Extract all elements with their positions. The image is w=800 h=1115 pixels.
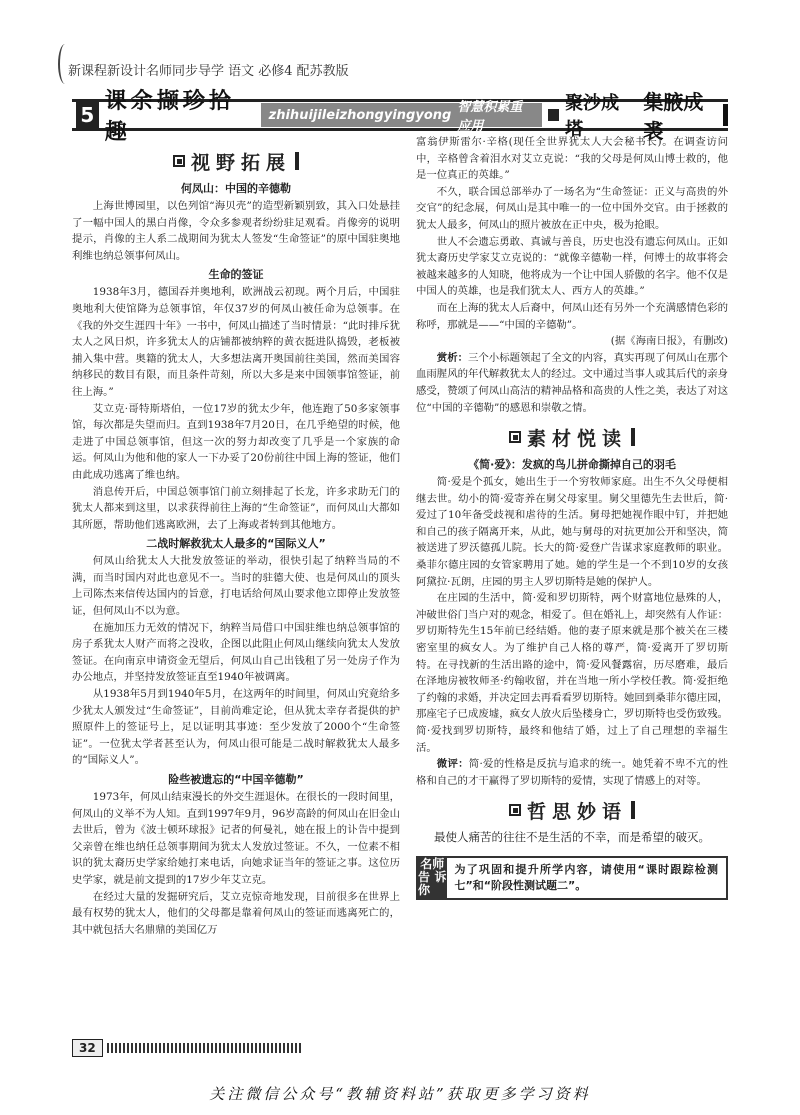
running-header: 新课程新设计名师同步导学 语文 必修4 配苏教版 — [68, 64, 349, 79]
appreciation-text: 三个小标题领起了全文的内容，真实再现了何凤山在那个血雨腥风的年代解救犹太人的经过。文中通过当事人或其后代的亲身感受，赞颂了何凤山高洁的精神品格和高贵的人性之美，表达了对这位“中国的辛德勒”的感恩和崇敬之情。 — [416, 351, 728, 414]
section-title: 哲思妙语 — [526, 800, 627, 823]
banner-end-bar — [723, 104, 728, 126]
appreciation — [416, 350, 728, 416]
banner-square-icon — [548, 109, 559, 121]
paragraph: 1938年3月，德国吞并奥地利，欧洲战云初现。两个月后，中国驻奥地利大使馆降为总领事馆，年仅37岁的何凤山被任命为总领事。在《我的外交生涯四十年》一书中，何凤山描述了当时情景：“此时排斥犹太人之风日炽，许多犹太人的店铺都被纳粹的黄衣挺进队捣毁，老板被捕入集中营。奥籍的犹太人，大多想法离开奥国前往美国，然而美国容纳移民的数目有限，而且条件苛刻，所以大多是来中国领事馆签证，前往上海。” — [72, 286, 400, 398]
banner-title: 课余撷珍拾趣 — [104, 89, 235, 145]
paragraph: 简·爱是个孤女，她出生于一个穷牧师家庭。出生不久父母便相继去世。幼小的简·爱寄养在舅父母家里。舅父里德先生去世后，简·爱过了10年备受歧视和虐待的生活。舅母把她视作眼中钉，并把她和自己的孩子隔离开来，从此，她与舅母的对抗更加公开和坚决，简被送进了罗沃德孤儿院。长大的简·爱登广告谋求家庭教师的职业。桑菲尔德庄园的女管家聘用了她。她的学生是一个不到10岁的女孩阿黛拉·瓦朗，庄园的男主人罗切斯特是她的保护人。 — [416, 476, 728, 588]
teacher-tip-box — [416, 856, 728, 900]
teacher-tip-badge — [418, 858, 447, 898]
page-dots — [107, 1043, 302, 1053]
banner-pinyin — [261, 100, 542, 134]
section-square-icon — [509, 431, 521, 443]
paragraph: 不久，联合国总部举办了一场名为“生命签证：正义与高贵的外交官”的纪念展，何凤山是其中唯一的一位中国外交官。由于拯救的犹太人最多，何凤山的照片被放在正中央，极为抢眼。 — [416, 185, 728, 231]
right-column — [416, 134, 728, 900]
paragraph: 1973年，何凤山结束漫长的外交生涯退休。在很长的一段时间里，何凤山的义举不为人知。直到1997年9月，96岁高龄的何凤山在旧金山去世后，曾为《波士顿环球报》记者的何曼礼，她在报上的讣告中提到父亲曾在维也纳任总领事期间为犹太人发放过签证。不久，一位素不相识的犹太裔历史学家给她打来电话，向她求证当年的签证之事。这位历史学家，就是前文提到的17岁少年艾立克。 — [72, 791, 400, 886]
paragraph: 艾立克·哥特斯塔伯，一位17岁的犹太少年，他连跑了50多家领事馆，每次都是失望而归。直到1938年7月20日，在几乎绝望的时候，他走进了中国总领事馆，但这一次的努力却改变了几乎是一个家族的命运。何凤山为他和他的家人一下办妥了20份前往中国上海的签证，他们由此成功逃离了维也纳。 — [72, 402, 400, 481]
paragraph: 何凤山给犹太人大批发放签证的举动，很快引起了纳粹当局的不满，而当时国内对此也意见不一。当时的驻德大使、也是何凤山的顶头上司陈杰来信传达国内的旨意，打电话给何凤山要求他立即停止发放签证，但何凤山不以为意。 — [72, 555, 400, 618]
section-square-icon — [173, 155, 185, 167]
comment-label: 微评： — [436, 758, 469, 771]
paragraph: 上海世博园里，以色列馆“海贝壳”的造型新颖别致，其入口处悬挂了一幅中国人的黑白肖像，令众多参观者纷纷驻足观看。肖像旁的说明提示，肖像的主人系二战期间为犹太人签发“生命签证”的原中国驻奥地利维也纳总领事何凤山。 — [72, 200, 400, 262]
section-banner — [72, 89, 728, 145]
paragraph: 富翁伊斯雷尔·辛格(现任全世界犹太人大会秘书长)。在调查访问中，辛格曾含着泪水对艾立克说：“我的父母是何凤山博士救的，他是一位真正的英雄。” — [416, 136, 728, 182]
tip-badge-line-2: 告诉你 — [418, 870, 447, 898]
subheading: 险些被遗忘的“中国辛德勒” — [168, 773, 304, 786]
comment — [416, 756, 728, 789]
tip-badge-line-1: 名师 — [420, 857, 445, 872]
section-square-icon — [509, 804, 521, 816]
banner-slogan-2: 集腋成裘 — [643, 90, 704, 143]
paragraph: 世人不会遗忘勇敢、真诚与善良，历史也没有遗忘何凤山。正如犹太裔历史学家艾立克说的：“就像辛德勒一样，何博士的故事将会被越来越多的人知晓，他将成为一个让中国人骄傲的名字。他不仅是中国人的英雄，也是我们犹太人、西方人的英雄。” — [416, 235, 728, 298]
banner-slogan-1: 聚沙成塔 — [565, 93, 620, 140]
paragraph: 从1938年5月到1940年5月，在这两年的时间里，何凤山究竟给多少犹太人颁发过“生命签证”，目前尚难定论，但从犹太幸存者提供的护照原件上的签证号上，足以证明其事迹：至少发放了2000个“生命签证”。一位犹太学者甚至认为，何凤山很可能是二战时解救犹太人最多的“国际义人”。 — [72, 688, 400, 767]
footer-note: 关注微信公众号“教辅资料站”获取更多学习资料 — [209, 1085, 591, 1103]
section-bar-icon — [295, 152, 299, 170]
page-number: 32 — [72, 1039, 103, 1057]
section-bar-icon — [631, 428, 635, 446]
section-title: 素材悦读 — [526, 427, 627, 450]
comment-text: 简·爱的性格是反抗与追求的统一。她凭着不卑不亢的性格和自己的才干赢得了罗切斯特的爱情，实现了情感上的对等。 — [416, 758, 728, 787]
left-column — [72, 140, 400, 938]
paragraph: 在施加压力无效的情况下，纳粹当局借口中国驻维也纳总领事馆的房子系犹太人财产而将之没收，企图以此阻止何凤山继续向犹太人发放签证。在向南京申请资金无望后，何凤山自己出钱租了另一处房子作为办公地点，并坚持发放签证直至1940年被调离。 — [72, 621, 400, 684]
section-bar-icon — [631, 801, 635, 819]
paragraph: 消息传开后，中国总领事馆门前立刻排起了长龙，许多求助无门的犹太人都来到这里，以求获得前往上海的“生命签证”，而何凤山大都如其所愿，帮助他们逃离欧洲，去了上海或者转到其他地方。 — [72, 485, 400, 531]
section-heading-reading — [416, 422, 728, 452]
appreciation-label: 赏析： — [436, 351, 468, 364]
article-title: 何凤山：中国的辛德勒 — [181, 182, 291, 195]
banner-number: 5 — [76, 102, 99, 128]
page-number-bar — [72, 1038, 302, 1058]
subheading: 生命的签证 — [208, 268, 264, 282]
article-title: 《简·爱》：发疯的鸟儿拼命撕掉自己的羽毛 — [468, 458, 676, 472]
paragraph: 在经过大量的发掘研究后，艾立克惊奇地发现，目前很多在世界上最有权势的犹太人，他们的父母都是靠着何凤山的签证而逃离死亡的，其中就包括大名鼎鼎的美国亿万 — [72, 890, 400, 936]
paragraph: 而在上海的犹太人后裔中，何凤山还有另外一个充满感情色彩的称呼，那就是——“中国的辛德勒”。 — [416, 301, 728, 331]
banner-pinyin-text: zhihuijileizhongyingyong — [268, 107, 452, 123]
section-heading-philosophy — [416, 795, 728, 825]
section-heading-horizon — [72, 146, 400, 176]
quote: 最使人痛苦的往往不是生活的不幸，而是希望的破灭。 — [434, 830, 710, 845]
source-note: (据《海南日报》，有删改) — [610, 335, 728, 348]
paragraph: 在庄园的生活中，简·爱和罗切斯特，两个财富地位悬殊的人，冲破世俗门当户对的观念，相爱了。但在婚礼上，却突然有人作证：罗切斯特先生15年前已经结婚。他的妻子原来就是那个被关在三楼密室里的疯女人。为了维护自己人格的尊严，简·爱离开了罗切斯特。在寻找新的生活出路的途中，简·爱风餐露宿，历尽磨难，最后在泽地房被牧师圣·约翰收留，并在当地一所小学校任教。简·爱拒绝了约翰的求婚，并决定回去再看看罗切斯特。她回到桑菲尔德庄园，那座宅子已成废墟，疯女人放火后坠楼身亡，罗切斯特也受伤致残。简·爱找到罗切斯特，最终和他结了婚，过上了自己理想的幸福生活。 — [416, 592, 728, 754]
subheading: 二战时解救犹太人最多的“国际义人” — [146, 537, 326, 551]
tip-text: 为了巩固和提升所学内容，请使用“课时跟踪检测七”和“阶段性测试题二”。 — [454, 862, 718, 892]
section-title: 视野拓展 — [190, 151, 291, 174]
banner-pinyin-cn: 智慧积累重应用 — [457, 100, 523, 134]
